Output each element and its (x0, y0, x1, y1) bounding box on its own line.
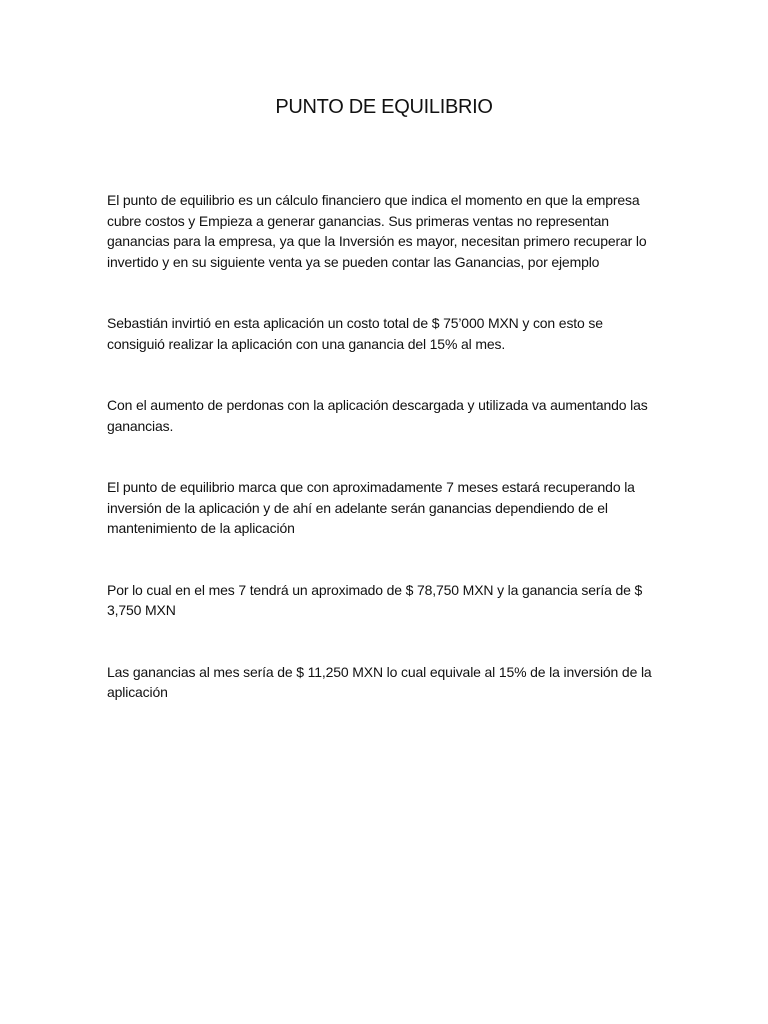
paragraph-month-seven: Por lo cual en el mes 7 tendrá un aproximado de $ 78,750 MXN y la ganancia sería de $ 3,750 MXN (107, 581, 643, 618)
paragraph-monthly-profit: Las ganancias al mes sería de $ 11,250 MXN lo cual equivale al 15% de la inversión de la aplicación (107, 663, 652, 700)
document-title: PUNTO DE EQUILIBRIO (275, 96, 493, 118)
paragraph-growth: Con el aumento de perdonas con la aplicación descargada y utilizada va aumentando las ganancias. (107, 397, 648, 434)
paragraph-definition: El punto de equilibrio es un cálculo financiero que indica el momento en que la empresa cubre costos y Empieza a generar ganancias. Sus primeras ventas no representan ganancias para la empresa, ya que la Inversión es mayor, necesitan primero recuperar lo invertido y en su siguiente venta ya se pueden contar las Ganancias, por ejemplo (107, 192, 647, 270)
paragraph-investment: Sebastián invirtió en esta aplicación un costo total de $ 75’000 MXN y con esto se consiguió realizar la aplicación con una ganancia del 15% al mes. (107, 315, 603, 352)
document-body (107, 190, 652, 744)
paragraph-break-even: El punto de equilibrio marca que con aproximadamente 7 meses estará recuperando la inversión de la aplicación y de ahí en adelante serán ganancias dependiendo de el mantenimiento de la aplicación (107, 479, 635, 536)
